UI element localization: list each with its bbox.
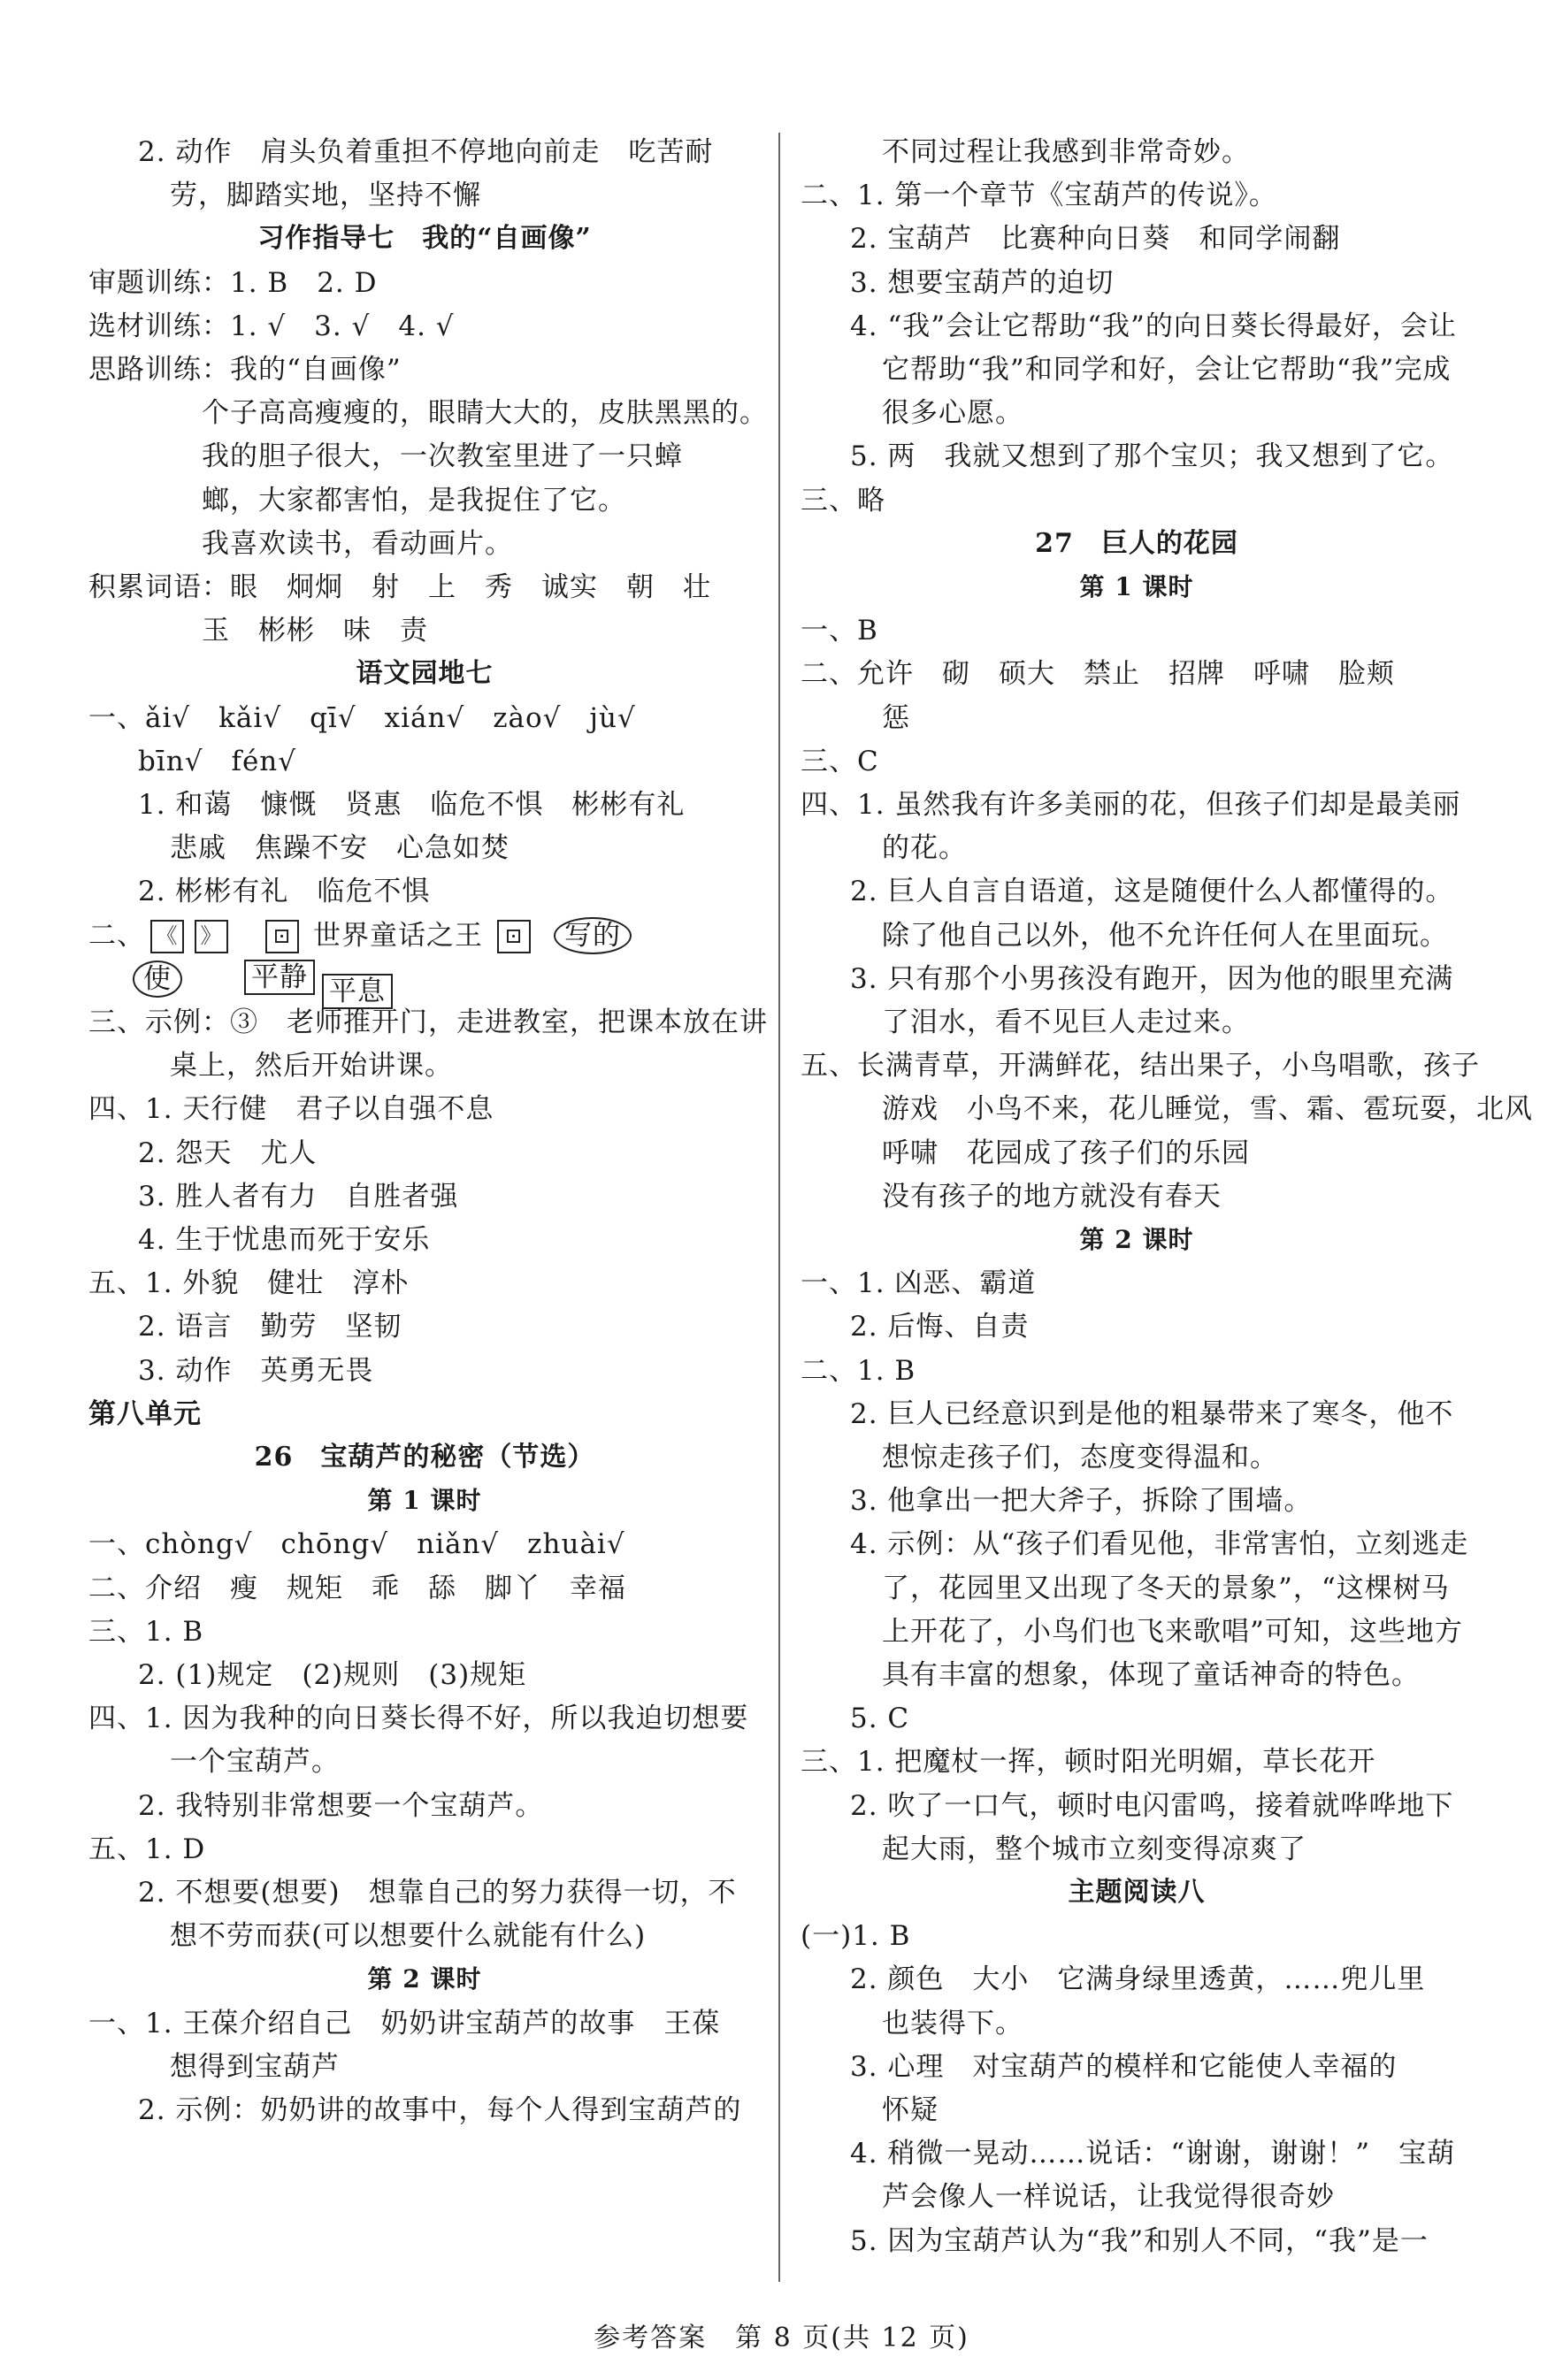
answer-line: 五、1. 外貌 健壮 淳朴: [88, 1267, 410, 1300]
answer-line: 呼啸 花园成了孩子们的乐园: [882, 1136, 1250, 1169]
answer-line: 芦会像人一样说话，让我觉得很奇妙: [882, 2181, 1335, 2214]
section-heading: 26 宝葫芦的秘密（节选）: [254, 1442, 595, 1473]
page-footer: 参考答案 第 8 页(共 12 页): [594, 2323, 969, 2353]
answer-line: 5. C: [850, 1703, 910, 1735]
answer-line: 悲戚 焦躁不安 心急如焚: [170, 832, 510, 865]
box-pingxi: 平息: [322, 974, 393, 1009]
section-heading: 27 巨人的花园: [1035, 527, 1238, 559]
answer-line: 怀疑: [882, 2094, 939, 2126]
answer-line: 想惊走孩子们，态度变得温和。: [882, 1442, 1278, 1473]
answer-line: 审题训练：1. B 2. D: [88, 266, 378, 299]
answer-line: 2. 宝葫芦 比赛种向日葵 和同学闹翻: [850, 223, 1341, 256]
circled-xiede: 写的: [554, 917, 632, 954]
answer-line: 3. 胜人者有力 自胜者强: [138, 1180, 459, 1213]
answer-line: 很多心愿。: [882, 397, 1023, 430]
answer-line: 三、1. B: [88, 1615, 204, 1648]
answer-line: 一、chòng√ chōng√ niǎn√ zhuài√: [88, 1528, 625, 1561]
answer-line: 3. 动作 英勇无畏: [138, 1354, 374, 1387]
lesson-heading: 第 1 课时: [367, 1486, 482, 1516]
answer-line: 2. 示例：奶奶讲的故事中，每个人得到宝葫芦的: [138, 2094, 742, 2126]
answer-line: 2. (1)规定 (2)规则 (3)规矩: [138, 1659, 527, 1691]
answer-line: 想不劳而获(可以想要什么就能有什么): [170, 1920, 647, 1953]
answer-line: 不同过程让我感到非常奇妙。: [882, 136, 1250, 168]
answer-line: 积累词语：眼 炯炯 射 上 秀 诚实 朝 壮: [88, 571, 711, 603]
answer-line: 玉 彬彬 味 责: [202, 615, 428, 647]
lesson-heading: 第 2 课时: [1079, 1225, 1194, 1254]
answer-line: 选材训练：1. √ 3. √ 4. √: [88, 310, 455, 342]
column-divider: [778, 133, 780, 2282]
answer-line: 了泪水，看不见巨人走过来。: [882, 1006, 1250, 1038]
answer-line: 2. 巨人已经意识到是他的粗暴带来了寒冬，他不: [850, 1397, 1454, 1430]
answer-line: 除了他自己以外，他不允许任何人在里面玩。: [882, 919, 1448, 952]
section-heading: 语文园地七: [356, 658, 494, 690]
answer-line: 二、 《 》 ⊡ 世界童话之王 ⊡ 写的: [88, 916, 632, 955]
answer-line: 了，花园里又出现了冬天的景象”，“这棵树马: [882, 1572, 1450, 1604]
answer-line: 4. 稍微一晃动……说话：“谢谢，谢谢！” 宝葫: [850, 2138, 1456, 2170]
answer-line: 我的胆子很大，一次教室里进了一只蟑: [202, 440, 683, 473]
answer-line: 3. 他拿出一把大斧子，拆除了围墙。: [850, 1485, 1313, 1518]
bracket-right-box: 》: [195, 920, 228, 953]
answer-line: [88, 960, 393, 1007]
answer-line: 四、1. 因为我种的向日葵长得不好，所以我迫切想要: [88, 1703, 749, 1735]
answer-line: 2. 吹了一口气，顿时电闪雷鸣，接着就哗哗地下: [850, 1789, 1454, 1822]
answer-line: 一、1. 凶恶、霸道: [801, 1267, 1037, 1300]
answer-line: 2. 怨天 尤人: [138, 1136, 318, 1169]
answer-line: 上开花了，小鸟们也飞来歌唱”可知，这些地方: [882, 1615, 1463, 1648]
answer-line: 四、1. 虽然我有许多美丽的花，但孩子们却是最美丽: [801, 789, 1461, 821]
stick-figure-icon: ⊡: [497, 920, 531, 953]
answer-line: 思路训练：我的“自画像”: [88, 354, 402, 386]
answer-line: 劳，脚踏实地，坚持不懈: [170, 180, 481, 212]
answer-line: 1. 和蔼 慷慨 贤惠 临危不惧 彬彬有礼: [138, 789, 686, 821]
answer-line: 3. 只有那个小男孩没有跑开，因为他的眼里充满: [850, 962, 1454, 995]
lesson-heading: 第 1 课时: [1079, 572, 1194, 601]
answer-line: 三、1. 把魔杖一挥，顿时阳光明媚，草长花开: [801, 1746, 1376, 1779]
answer-line: 2. 语言 勤劳 坚韧: [138, 1311, 402, 1343]
answer-line: 五、长满青草，开满鲜花，结出果子，小鸟唱歌，孩子: [801, 1050, 1480, 1083]
box-pingjing: 平静: [244, 960, 315, 995]
answer-line: 2. 颜色 大小 它满身绿里透黄，……兜儿里: [850, 1963, 1426, 1996]
answer-line: 5. 两 我就又想到了那个宝贝；我又想到了它。: [850, 440, 1454, 473]
answer-line: 想得到宝葫芦: [170, 2050, 340, 2083]
answer-line: 惩: [882, 701, 910, 734]
answer-line: 2. 后悔、自责: [850, 1311, 1030, 1343]
answer-line: 个子高高瘦瘦的，眼睛大大的，皮肤黑黑的。: [202, 397, 768, 430]
answer-line: 一、1. 王葆介绍自己 奶奶讲宝葫芦的故事 王葆: [88, 2007, 721, 2039]
bracket-left-box: 《: [150, 920, 184, 953]
answer-line: 一个宝葫芦。: [170, 1746, 340, 1779]
answer-line: 二、介绍 瘦 规矩 乖 舔 脚丫 幸福: [88, 1572, 626, 1604]
answer-line: (一)1. B: [801, 1920, 911, 1953]
answer-line: 起大雨，整个城市立刻变得凉爽了: [882, 1833, 1306, 1865]
answer-line: 二、1. 第一个章节《宝葫芦的传说》。: [801, 180, 1277, 212]
answer-line: 3. 心理 对宝葫芦的模样和它能使人幸福的: [850, 2050, 1398, 2083]
answer-line: 5. 因为宝葫芦认为“我”和别人不同，“我”是一: [850, 2224, 1429, 2257]
answer-line: 2. 彬彬有礼 临危不惧: [138, 876, 431, 908]
answer-line: 2. 我特别非常想要一个宝葫芦。: [138, 1789, 544, 1822]
answer-line: 三、略: [801, 484, 885, 517]
answer-line: 游戏 小鸟不来，花儿睡觉，雪、霜、雹玩耍，北风: [882, 1093, 1533, 1126]
answer-line: 一、ǎi√ kǎi√ qī√ xián√ zào√ jù√: [88, 701, 636, 734]
stick-figure-icon: ⊡: [265, 920, 299, 953]
world-fairy-king: 世界童话之王: [313, 919, 483, 952]
answer-line: 我喜欢读书，看动画片。: [202, 527, 513, 560]
answer-line: 二、1. B: [801, 1354, 916, 1387]
answer-line: 2. 不想要(想要) 想靠自己的努力获得一切，不: [138, 1877, 737, 1909]
answer-line: 二、允许 砌 硕大 禁止 招牌 呼啸 脸颊: [801, 658, 1395, 691]
answer-line: 没有孩子的地方就没有春天: [882, 1180, 1222, 1213]
answer-line: 它帮助“我”和同学和好，会让它帮助“我”完成: [882, 354, 1452, 386]
answer-line: 三、示例：③ 老师推开门，走进教室，把课本放在讲: [88, 1006, 768, 1038]
section-heading: 习作指导七 我的“自画像”: [257, 223, 592, 255]
answer-line: 五、1. D: [88, 1833, 206, 1865]
section-heading: 主题阅读八: [1068, 1877, 1206, 1908]
answer-line: 2. 巨人自言自语道，这是随便什么人都懂得的。: [850, 876, 1454, 908]
answer-line: 一、B: [801, 615, 878, 647]
answer-line: 三、C: [801, 745, 879, 777]
answer-line: 的花。: [882, 832, 967, 865]
lesson-heading: 第 2 课时: [367, 1964, 482, 1994]
answer-line: 螂，大家都害怕，是我捉住了它。: [202, 484, 626, 517]
answer-line: 桌上，然后开始讲课。: [170, 1050, 453, 1083]
answer-line: 4. 示例：从“孩子们看见他，非常害怕，立刻逃走: [850, 1528, 1469, 1561]
answer-line: 也装得下。: [882, 2007, 1023, 2039]
answer-line: 3. 想要宝葫芦的迫切: [850, 266, 1115, 299]
answer-line: 4. “我”会让它帮助“我”的向日葵长得最好，会让: [850, 310, 1457, 342]
answer-line: 2. 动作 肩头负着重担不停地向前走 吃苦耐: [138, 136, 714, 168]
answer-line: 4. 生于忧患而死于安乐: [138, 1224, 431, 1256]
answer-line: 第八单元: [88, 1397, 202, 1430]
answer-line: bīn√ fén√: [138, 745, 297, 777]
answer-line: 四、1. 天行健 君子以自强不息: [88, 1093, 494, 1126]
circled-shi: 使: [133, 960, 182, 998]
answer-line: 具有丰富的想象，体现了童话神奇的特色。: [882, 1659, 1420, 1691]
